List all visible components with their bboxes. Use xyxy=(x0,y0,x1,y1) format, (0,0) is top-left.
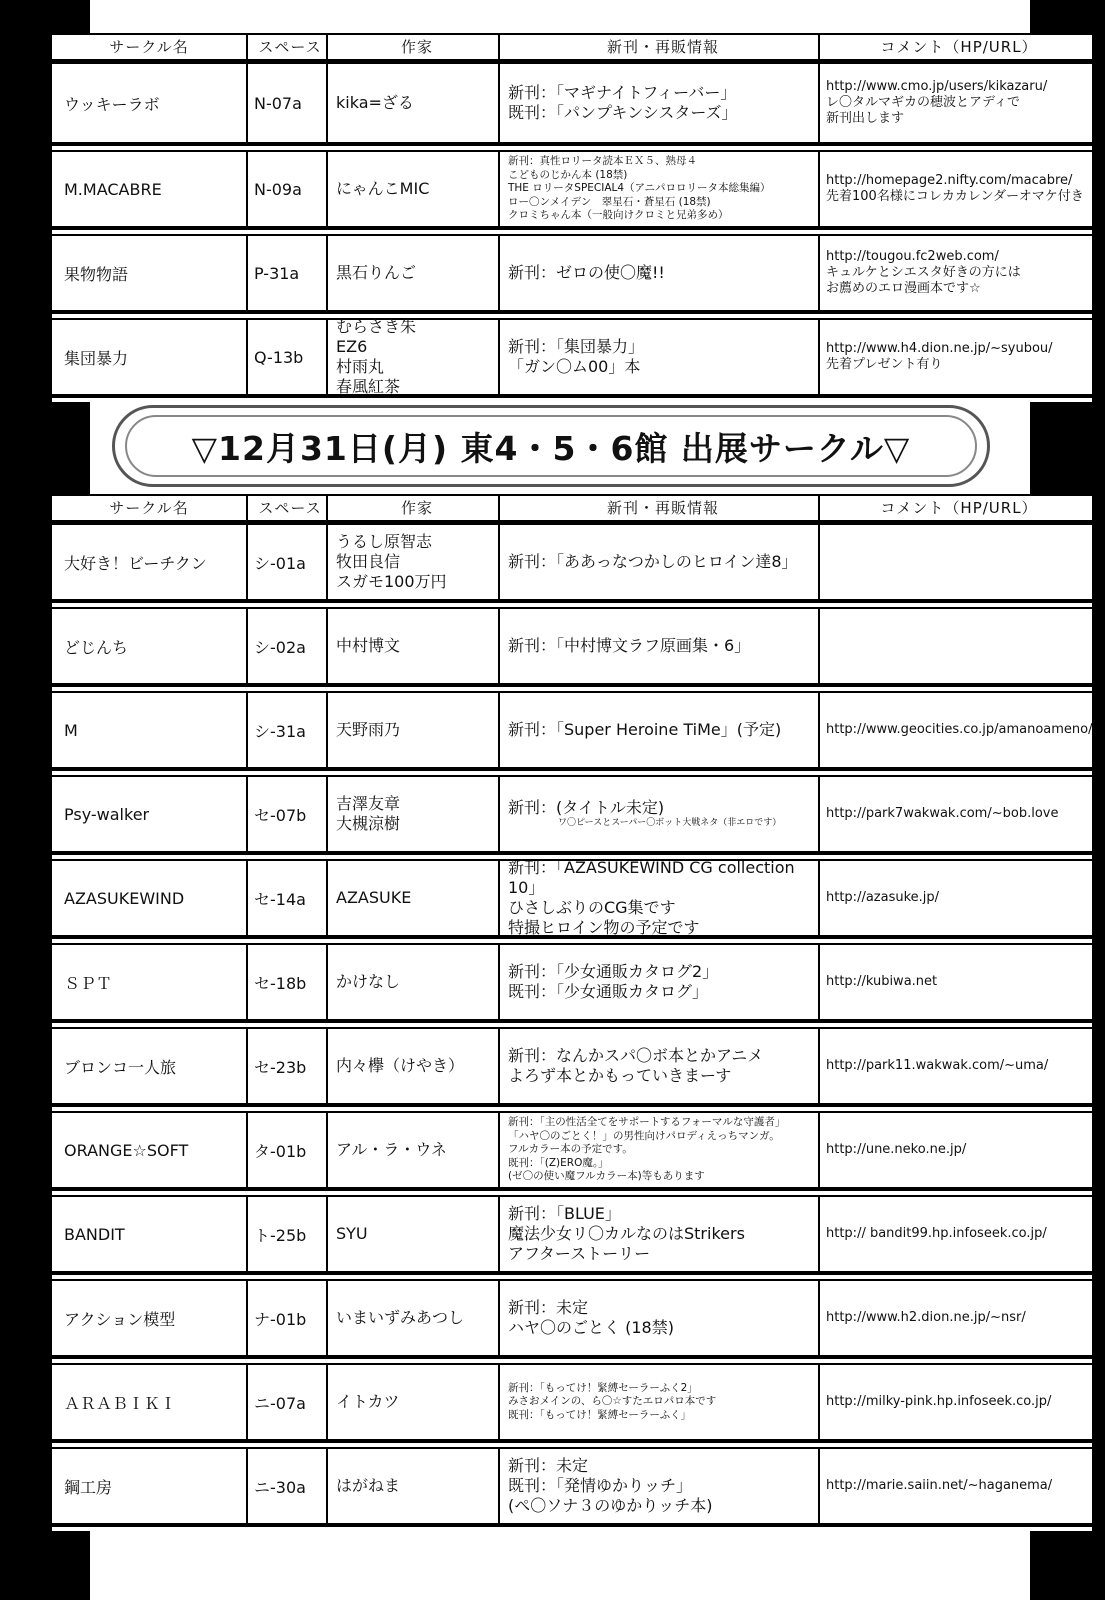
space-code-text: ニ-07a xyxy=(254,1393,306,1413)
comment-line: 先着プレゼント有り xyxy=(826,357,943,372)
author-names xyxy=(328,1029,500,1103)
space-code xyxy=(248,1449,328,1523)
circle-name xyxy=(52,1029,248,1103)
info-line: 新刊：未定 xyxy=(508,1456,589,1475)
space-code xyxy=(248,152,328,226)
author-line: 牧田良信 xyxy=(336,552,401,571)
info-line: 新刊：「主の性活全てをサポートするフォーマルな守護者」 xyxy=(508,1115,786,1128)
comment-lines xyxy=(826,1478,1052,1494)
space-code xyxy=(248,1281,328,1355)
comment-line: 先着100名様にコレカカレンダーオマケ付き xyxy=(826,189,1084,204)
info-line: 新刊：「中村博文ラフ原画集・6」 xyxy=(508,636,751,655)
comment-url xyxy=(820,1365,1092,1439)
circle-name-text: AZASUKEWIND xyxy=(64,888,185,908)
info-lines xyxy=(508,1046,763,1086)
space-code xyxy=(248,777,328,851)
comment-url xyxy=(820,1113,1092,1187)
circle-name xyxy=(52,152,248,226)
space-code-text: ニ-30a xyxy=(254,1477,306,1497)
table-row xyxy=(52,1111,1092,1191)
author-line: AZASUKE xyxy=(336,888,412,907)
table-row xyxy=(52,150,1092,230)
circle-name xyxy=(52,693,248,767)
info-lines xyxy=(508,1204,745,1264)
info-line: 新刊：「BLUE」 xyxy=(508,1204,621,1223)
author-names xyxy=(328,609,500,683)
comment-lines xyxy=(826,1310,1026,1326)
comment-line[interactable]: http://park11.wakwak.com/~uma/ xyxy=(826,1057,1049,1073)
circle-name xyxy=(52,525,248,599)
space-code xyxy=(248,236,328,310)
circle-name-text: M.MACABRE xyxy=(64,179,162,199)
info-lines xyxy=(508,1298,674,1338)
info-line: 新刊：「ああっなつかしのヒロイン達8」 xyxy=(508,552,798,571)
space-code xyxy=(248,64,328,142)
author-names xyxy=(328,1449,500,1523)
circle-name-text: アクション模型 xyxy=(64,1309,176,1329)
circle-name-text: 集団暴力 xyxy=(64,348,129,368)
circle-name xyxy=(52,1281,248,1355)
space-code-text: N-09a xyxy=(254,179,302,199)
release-info xyxy=(500,1281,820,1355)
table-row xyxy=(52,523,1092,603)
comment-lines xyxy=(826,890,939,906)
space-code xyxy=(248,861,328,935)
info-line: クロミちゃん本（一般向けクロミと兄弟多め） xyxy=(508,209,729,222)
table-row xyxy=(52,691,1092,771)
author-lines xyxy=(336,794,400,834)
release-info xyxy=(500,1029,820,1103)
comment-url xyxy=(820,1281,1092,1355)
comment-url xyxy=(820,693,1092,767)
comment-lines xyxy=(826,1142,966,1158)
space-code-text: シ-01a xyxy=(254,553,306,573)
space-code-text: シ-02a xyxy=(254,637,306,657)
info-line: 新刊：「集団暴力」 xyxy=(508,337,645,356)
table-row xyxy=(52,775,1092,855)
comment-line: レ〇タルマギカの穂波とアディで xyxy=(826,94,1020,110)
author-lines xyxy=(336,263,416,283)
info-line: 新刊：真性ロリータ読本ＥＸ５、熟母４ xyxy=(508,154,697,167)
comment-url xyxy=(820,236,1092,310)
space-code-text: シ-31a xyxy=(254,721,306,741)
circle-name xyxy=(52,945,248,1019)
info-lines xyxy=(508,1382,716,1423)
release-info xyxy=(500,1449,820,1523)
info-line: 既刊：「(Z)ERO魔。」 xyxy=(508,1156,609,1169)
author-line: にゃんこMIC xyxy=(336,179,430,198)
info-lines xyxy=(508,962,718,1002)
comment-line: お薦めのエロ漫画本です☆ xyxy=(826,281,981,297)
comment-lines xyxy=(826,249,1021,298)
comment-url xyxy=(820,609,1092,683)
info-lines xyxy=(508,83,738,123)
header-circle: サークル名 xyxy=(52,35,248,59)
comment-lines xyxy=(826,1058,1048,1074)
table-row xyxy=(52,234,1092,314)
author-lines xyxy=(336,972,400,992)
circle-name-text: ブロンコ一人旅 xyxy=(64,1057,177,1077)
info-line: 新刊：「Super Heroine TiMe」(予定) xyxy=(508,720,782,739)
info-line: こどものじかん本 (18禁) xyxy=(508,168,628,181)
release-info xyxy=(500,152,820,226)
circle-name-text: ORANGE☆SOFT xyxy=(64,1140,189,1160)
header-info: 新刊・再販情報 xyxy=(500,35,820,59)
info-line: 「ハヤ〇のごとく！」の男性向けパロディえっちマンガ。 xyxy=(508,1129,780,1142)
info-line: THE ロリータSPECIAL4（アニパロロリータ本総集編） xyxy=(508,182,771,195)
release-info xyxy=(500,609,820,683)
circle-name xyxy=(52,1449,248,1523)
table-header xyxy=(52,35,1092,62)
author-lines xyxy=(336,1308,464,1328)
comment-line[interactable]: http://www.h2.dion.ne.jp/~nsr/ xyxy=(826,1309,1026,1325)
author-lines xyxy=(336,888,411,908)
author-names xyxy=(328,1197,500,1271)
author-lines xyxy=(336,532,447,592)
author-names xyxy=(328,64,500,142)
circle-name xyxy=(52,320,248,394)
table-row xyxy=(52,607,1092,687)
comment-url xyxy=(820,64,1092,142)
header-author: 作家 xyxy=(328,35,500,59)
table-row xyxy=(52,1363,1092,1443)
comment-lines xyxy=(826,1226,1047,1242)
header-author: 作家 xyxy=(328,496,500,520)
circle-table-top xyxy=(52,33,1092,402)
author-line: kika=ざる xyxy=(336,93,414,112)
author-line: スガモ100万円 xyxy=(336,572,447,591)
space-code-text: N-07a xyxy=(254,93,302,113)
comment-lines xyxy=(826,806,1058,822)
header-info: 新刊・再販情報 xyxy=(500,496,820,520)
release-info xyxy=(500,945,820,1019)
space-code xyxy=(248,609,328,683)
circle-name xyxy=(52,236,248,310)
author-names xyxy=(328,525,500,599)
info-line: 魔法少女リ〇カルなのはStrikers xyxy=(508,1224,745,1243)
release-info xyxy=(500,320,820,394)
info-line: 既刊：「もってけ！緊縛セーラーふく」 xyxy=(508,1408,692,1421)
author-line: 天野雨乃 xyxy=(336,720,401,739)
space-code-text: ト-25b xyxy=(254,1225,307,1245)
info-line: (ゼ〇の使い魔フルカラー本)等もあります xyxy=(508,1170,705,1183)
info-line: 「ガン〇ム00」本 xyxy=(508,357,641,376)
info-line: ひさしぶりのCG集です xyxy=(508,898,676,917)
release-info xyxy=(500,693,820,767)
info-lines xyxy=(508,337,644,377)
circle-name-text: どじんち xyxy=(64,637,129,657)
comment-url xyxy=(820,152,1092,226)
space-code xyxy=(248,1197,328,1271)
space-code-text: ナ-01b xyxy=(254,1309,307,1329)
info-line: ハヤ〇のごとく (18禁) xyxy=(508,1318,674,1337)
table-header xyxy=(52,496,1092,523)
release-info xyxy=(500,236,820,310)
info-line: 特撮ヒロイン物の予定です xyxy=(508,918,700,937)
info-line: よろず本とかもっていきまーす xyxy=(508,1066,732,1085)
space-code-text: セ-23b xyxy=(254,1057,307,1077)
comment-url xyxy=(820,1197,1092,1271)
info-line: みさおメインの、ら〇☆すたエロパロ本です xyxy=(508,1395,717,1408)
comment-lines xyxy=(826,1394,1051,1410)
author-line: うるし原智志 xyxy=(336,532,433,551)
author-names xyxy=(328,861,500,935)
release-info xyxy=(500,64,820,142)
info-lines xyxy=(508,858,818,938)
comment-line[interactable]: http://park7wakwak.com/~bob.love xyxy=(826,805,1059,821)
header-space: スペース xyxy=(248,35,328,59)
release-info xyxy=(500,1365,820,1439)
release-info xyxy=(500,525,820,599)
author-line: 吉澤友章 xyxy=(336,794,401,813)
header-comment: コメント（HP/URL） xyxy=(880,38,1038,56)
table-row xyxy=(52,1279,1092,1359)
table-row xyxy=(52,1195,1092,1275)
comment-line[interactable]: http://kubiwa.net xyxy=(826,973,938,989)
info-line: 新刊：「マギナイトフィーバー」 xyxy=(508,83,737,102)
info-line: 新刊：なんかスパ〇ボ本とかアニメ xyxy=(508,1046,764,1065)
header-comment: コメント（HP/URL） xyxy=(880,499,1038,517)
comment-line[interactable]: http://www.h4.dion.ne.jp/~syubou/ xyxy=(826,340,1053,356)
info-lines xyxy=(508,720,781,740)
space-code-text: P-31a xyxy=(254,263,300,283)
circle-name-text: ＳＰＴ xyxy=(64,973,113,993)
table-row xyxy=(52,859,1092,939)
space-code-text: Q-13b xyxy=(254,347,304,367)
info-line: アフターストーリー xyxy=(508,1244,651,1263)
author-lines xyxy=(336,720,400,740)
info-line: 既刊：「少女通販カタログ」 xyxy=(508,982,709,1001)
author-line: 村雨丸 xyxy=(336,357,385,376)
author-lines xyxy=(336,1224,368,1244)
info-lines xyxy=(508,798,781,829)
comment-url xyxy=(820,945,1092,1019)
circle-name-text: 果物物語 xyxy=(64,264,129,284)
circle-name xyxy=(52,609,248,683)
circle-name xyxy=(52,777,248,851)
space-code xyxy=(248,320,328,394)
info-lines xyxy=(508,1456,713,1516)
author-line: 大槻涼樹 xyxy=(336,814,401,833)
author-line: むらさき朱 xyxy=(336,317,417,336)
info-line: (ペ〇ソナ３のゆかりッチ本) xyxy=(508,1496,713,1515)
info-line: 新刊：未定 xyxy=(508,1298,589,1317)
info-lines xyxy=(508,263,665,283)
comment-line[interactable]: http://tougou.fc2web.com/ xyxy=(826,248,999,264)
table-row xyxy=(52,1447,1092,1527)
comment-line[interactable]: http://azasuke.jp/ xyxy=(826,889,940,905)
table-row xyxy=(52,1027,1092,1107)
author-lines xyxy=(336,317,416,397)
author-lines xyxy=(336,1392,400,1412)
comment-url xyxy=(820,1029,1092,1103)
comment-url xyxy=(820,777,1092,851)
comment-lines xyxy=(826,341,1053,374)
comment-line[interactable]: http://www.geocities.co.jp/amanoameno/ xyxy=(826,721,1093,737)
author-names xyxy=(328,1113,500,1187)
info-line: フルカラー本の予定です。 xyxy=(508,1143,633,1156)
circle-name-text: BANDIT xyxy=(64,1224,125,1244)
space-code xyxy=(248,1029,328,1103)
author-names xyxy=(328,152,500,226)
info-lines xyxy=(508,155,771,223)
author-line: かけなし xyxy=(336,972,401,991)
release-info xyxy=(500,1113,820,1187)
info-lines xyxy=(508,636,750,656)
author-line: 春風紅茶 xyxy=(336,377,401,396)
author-line: 中村博文 xyxy=(336,636,401,655)
circle-name-text: 大好き！ビーチクン xyxy=(64,553,207,573)
space-code xyxy=(248,525,328,599)
circle-name-text: ＡＲＡＢＩＫＩ xyxy=(64,1393,177,1413)
author-names xyxy=(328,236,500,310)
info-lines xyxy=(508,552,798,572)
space-code xyxy=(248,1365,328,1439)
comment-lines xyxy=(826,974,937,990)
author-lines xyxy=(336,179,429,199)
space-code-text: セ-14a xyxy=(254,889,306,909)
circle-table-bottom xyxy=(52,494,1092,1531)
info-line: 既刊：「発情ゆかりッチ」 xyxy=(508,1476,693,1495)
circle-name xyxy=(52,64,248,142)
circle-name xyxy=(52,1365,248,1439)
release-info xyxy=(500,858,820,937)
author-line: イトカツ xyxy=(336,1392,400,1411)
author-names xyxy=(328,1281,500,1355)
author-line: EZ6 xyxy=(336,337,368,356)
table-row xyxy=(52,318,1092,398)
comment-lines xyxy=(826,722,1092,738)
comment-url xyxy=(820,525,1092,599)
circle-name-text: M xyxy=(64,720,78,740)
comment-line: キュルケとシエスタ好きの方には xyxy=(826,264,1021,280)
header-circle: サークル名 xyxy=(52,496,248,520)
table-row xyxy=(52,62,1092,146)
info-lines xyxy=(508,1116,785,1184)
author-names xyxy=(328,777,500,851)
comment-line[interactable]: http:// bandit99.hp.infoseek.co.jp/ xyxy=(826,1225,1047,1241)
info-line: 新刊：「もってけ！緊縛セーラーふく2」 xyxy=(508,1381,698,1394)
space-code-text: セ-07b xyxy=(254,805,307,825)
space-code xyxy=(248,1113,328,1187)
info-line: ロー〇ンメイデン 翠星石・蒼星石 (18禁) xyxy=(508,195,711,208)
comment-lines xyxy=(826,79,1047,128)
space-code-text: セ-18b xyxy=(254,973,307,993)
comment-line: 新刊出します xyxy=(826,111,905,127)
info-line: 新刊：「AZASUKEWIND CG collection 10」 xyxy=(508,858,811,897)
author-line: はがねま xyxy=(336,1476,401,1495)
info-line: ワ〇ピースとスーパー〇ボット大戦ネタ（非エロです） xyxy=(558,818,782,829)
author-names xyxy=(328,693,500,767)
author-names xyxy=(328,317,500,396)
comment-url xyxy=(820,320,1092,394)
comment-line[interactable]: http://marie.saiin.net/~haganema/ xyxy=(826,1477,1053,1493)
banner-title: ▽12月31日(月) 東4・5・6館 出展サークル▽ xyxy=(125,415,977,477)
author-lines xyxy=(336,1476,400,1496)
author-names xyxy=(328,1365,500,1439)
comment-url xyxy=(820,861,1092,935)
circle-name xyxy=(52,1197,248,1271)
space-code xyxy=(248,945,328,1019)
circle-name-text: Psy-walker xyxy=(64,804,150,824)
author-line: いまいずみあつし xyxy=(336,1308,465,1327)
release-info xyxy=(500,1197,820,1271)
author-line: アル・ラ・ウネ xyxy=(336,1140,447,1159)
author-lines xyxy=(336,1056,464,1076)
comment-line[interactable]: http://milky-pink.hp.infoseek.co.jp/ xyxy=(826,1393,1052,1409)
comment-url xyxy=(820,1449,1092,1523)
comment-line[interactable]: http://une.neko.ne.jp/ xyxy=(826,1141,967,1157)
info-line: 新刊：「少女通販カタログ2」 xyxy=(508,962,719,981)
author-lines xyxy=(336,93,414,113)
author-line: SYU xyxy=(336,1224,368,1243)
circle-name-text: 鋼工房 xyxy=(64,1477,113,1497)
author-line: 内々欅（けやき） xyxy=(336,1056,465,1075)
author-line: 黒石りんご xyxy=(336,263,417,282)
info-line: 新刊：(タイトル未定) xyxy=(508,798,665,818)
header-space: スペース xyxy=(248,496,328,520)
comment-lines xyxy=(826,173,1084,206)
space-code xyxy=(248,693,328,767)
circle-name xyxy=(52,1113,248,1187)
info-line: 既刊：「パンプキンシスターズ」 xyxy=(508,103,738,122)
date-banner xyxy=(112,405,990,487)
circle-name xyxy=(52,861,248,935)
comment-line[interactable]: http://www.cmo.jp/users/kikazaru/ xyxy=(826,78,1048,94)
author-lines xyxy=(336,1140,447,1160)
space-code-text: タ-01b xyxy=(254,1141,307,1161)
release-info xyxy=(500,777,820,851)
author-names xyxy=(328,945,500,1019)
circle-name-text: ウッキーラボ xyxy=(64,94,160,114)
info-line: 新刊：ゼロの使〇魔!! xyxy=(508,263,665,282)
author-lines xyxy=(336,636,400,656)
table-row xyxy=(52,943,1092,1023)
comment-line[interactable]: http://homepage2.nifty.com/macabre/ xyxy=(826,172,1073,188)
